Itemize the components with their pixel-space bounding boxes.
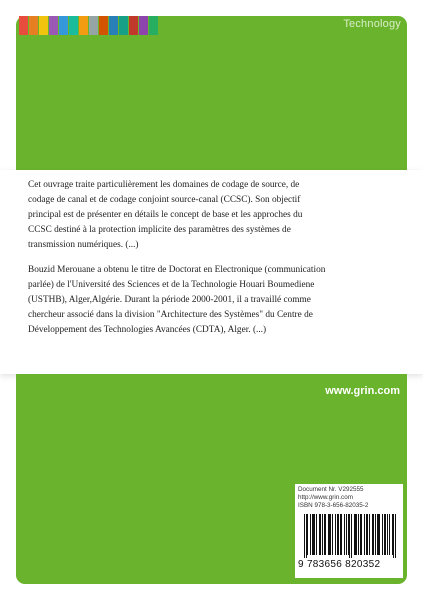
book-description (28, 178, 363, 253)
barcode-icon (304, 514, 396, 558)
color-stripe (19, 16, 28, 35)
text-line: parlée) de l'Université des Sciences et de la Technologie Houari Boumediene (28, 280, 315, 290)
color-stripe (89, 16, 98, 35)
text-line: transmission numériques. (...) (28, 240, 139, 250)
text-line: CCSC destiné à la protection implicite des paramètres des systèmes de (28, 225, 291, 235)
color-stripe (79, 16, 88, 35)
cover-top-panel (16, 16, 407, 170)
text-line: Cet ouvrage traite particulièrement les domaines de codage de source, de (28, 180, 300, 190)
barcode-digits: 9 783656 820352 (298, 559, 381, 570)
color-stripe (149, 16, 158, 35)
text-line: Bouzid Merouane a obtenu le titre de Doctorat en Electronique (communication (28, 265, 326, 275)
publisher-website[interactable]: www.grin.com (325, 385, 400, 397)
text-line: codage de canal et de codage conjoint source-canal (CCSC). Son objectif (28, 195, 301, 205)
color-stripe (99, 16, 108, 35)
color-stripe (39, 16, 48, 35)
text-line: Développement des Technologies Avancées (CDTA), Alger. (...) (28, 325, 267, 335)
color-stripe (69, 16, 78, 35)
category-label: Technology (343, 18, 401, 30)
isbn-label: ISBN 978-3-656-82035-2 (298, 502, 369, 509)
text-line: chercheur associé dans la division "Architecture des Systèmes" du Centre de (28, 310, 313, 320)
color-stripe (119, 16, 128, 35)
color-stripes (19, 16, 159, 35)
color-stripe (139, 16, 148, 35)
color-stripe (109, 16, 118, 35)
publisher-url: http://www.grin.com (298, 494, 353, 501)
color-stripe (29, 16, 38, 35)
color-stripe (129, 16, 138, 35)
color-stripe (49, 16, 58, 35)
text-line: (USTHB), Alger,Algérie. Durant la période 2000-2001, il a travaillé comme (28, 295, 311, 305)
author-biography (28, 263, 363, 338)
text-line: principal est de présenter en détails le concept de base et les approches du (28, 210, 303, 220)
color-stripe (59, 16, 68, 35)
document-number: Document Nr. V292555 (298, 486, 364, 493)
barcode-meta (298, 486, 368, 510)
